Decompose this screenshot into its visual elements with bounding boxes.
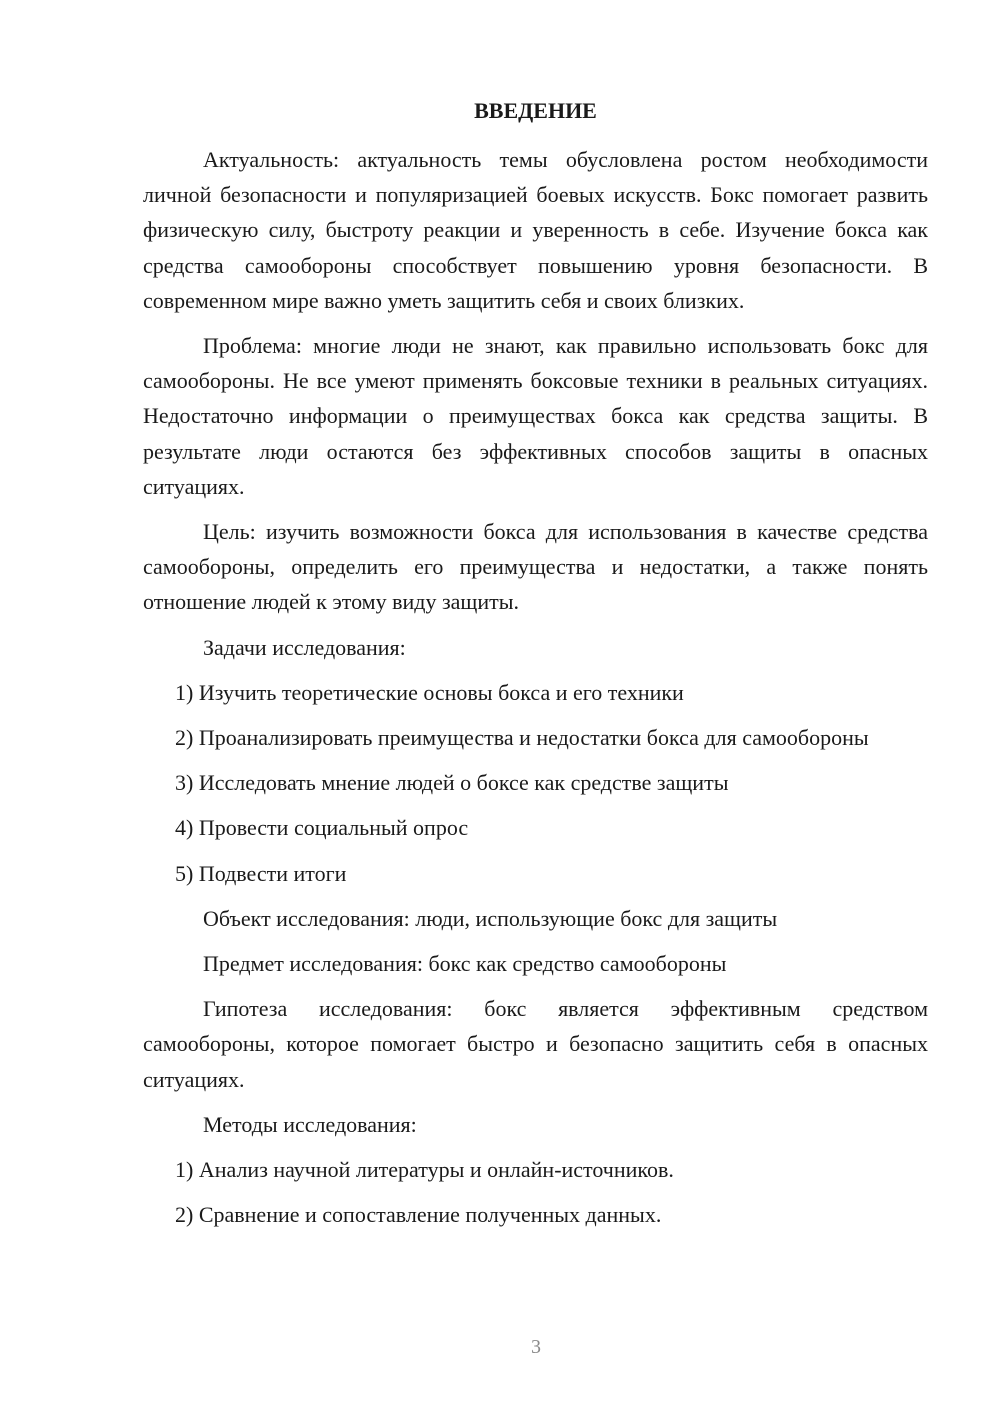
task-item-1: 1) Изучить теоретические основы бокса и его техники bbox=[175, 679, 684, 705]
methods-heading: Методы исследования: bbox=[203, 1111, 417, 1137]
relevance-paragraph: Актуальность: актуальность темы обусловлена ростом необходимости личной безопасности и популяризацией боевых искусств. Бокс помогает развить физическую силу, быстроту реакции и уверенность в себе. Изучение бокса как средства самообороны способствует повышению уровня безопасности. В современном мире важно уметь защитить себя и своих близких. bbox=[143, 147, 928, 313]
goal-paragraph: Цель: изучить возможности бокса для использования в качестве средства самообороны, определить его преимущества и недостатки, а также понять отношение людей к этому виду защиты. bbox=[143, 519, 928, 615]
page-title: ВВЕДЕНИЕ bbox=[474, 98, 597, 123]
page-content bbox=[143, 98, 928, 1242]
research-object: Объект исследования: люди, использующие бокс для защиты bbox=[203, 905, 778, 931]
problem-paragraph: Проблема: многие люди не знают, как правильно использовать бокс для самообороны. Не все умеют применять боксовые техники в реальных ситуациях. Недостаточно информации о преимуществах бокса как средства защиты. В результате люди остаются без эффективных способов защиты в опасных ситуациях. bbox=[143, 333, 928, 499]
task-item-3: 3) Исследовать мнение людей о боксе как средстве защиты bbox=[175, 770, 729, 796]
research-subject: Предмет исследования: бокс как средство самообороны bbox=[203, 951, 727, 977]
task-item-5: 5) Подвести итоги bbox=[175, 860, 347, 886]
page-number: 3 bbox=[531, 1336, 541, 1358]
tasks-heading: Задачи исследования: bbox=[203, 634, 406, 660]
hypothesis-paragraph: Гипотеза исследования: бокс является эффективным средством самообороны, которое помогает быстро и безопасно защитить себя в опасных ситуациях. bbox=[143, 996, 928, 1092]
task-item-2: 2) Проанализировать преимущества и недостатки бокса для самообороны bbox=[175, 725, 869, 751]
method-item-2: 2) Сравнение и сопоставление полученных данных. bbox=[175, 1202, 662, 1228]
task-item-4: 4) Провести социальный опрос bbox=[175, 815, 469, 841]
method-item-1: 1) Анализ научной литературы и онлайн-источников. bbox=[175, 1157, 674, 1183]
